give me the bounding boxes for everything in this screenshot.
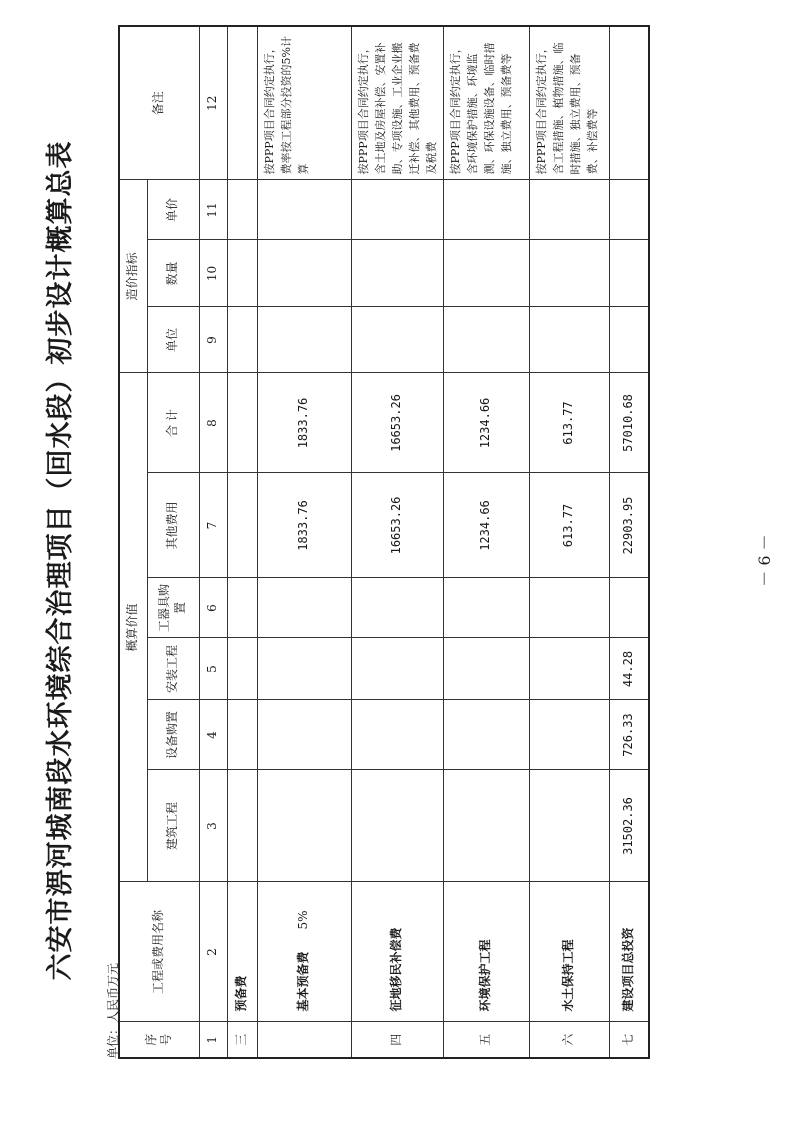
col-number: 4 <box>199 700 227 770</box>
cell-other: 16653.26 <box>351 473 443 578</box>
cell-total: 57010.68 <box>609 373 649 473</box>
cell-quantity <box>351 240 443 307</box>
cell-total: 1833.76 <box>257 373 351 473</box>
cell-construction <box>257 770 351 882</box>
cell-tools <box>443 578 529 638</box>
cell-equipment: 726.33 <box>609 700 649 770</box>
col-number: 11 <box>199 180 227 240</box>
cell-unit-price <box>351 180 443 240</box>
cell-quantity <box>609 240 649 307</box>
row-name: 预备费 <box>227 882 257 1022</box>
cell-tools <box>529 578 609 638</box>
header-total: 合 计 <box>147 373 199 473</box>
col-number: 8 <box>199 373 227 473</box>
cell-tools <box>351 578 443 638</box>
cell-total: 613.77 <box>529 373 609 473</box>
cell-equipment <box>257 700 351 770</box>
row-seq: 三 <box>227 1022 257 1058</box>
cell-construction <box>351 770 443 882</box>
header-quantity: 数量 <box>147 240 199 307</box>
cell-remark: 按PPP项目合同约定执行，含环境保护措施、环境监测、环保设施设备、临时措施、独立费用、预备费等 <box>443 26 529 180</box>
row-name: 征地移民补偿费 <box>351 882 443 1022</box>
cell-remark: 按PPP项目合同约定执行，费率按工程部分投资的5%计算 <box>257 26 351 180</box>
row-name: 基本预备费 <box>296 951 311 1012</box>
cell-other: 1234.66 <box>443 473 529 578</box>
cell-unit-price <box>443 180 529 240</box>
cell-tools <box>257 578 351 638</box>
cell-quantity <box>227 240 257 307</box>
cell-index-unit <box>351 307 443 373</box>
cell-installation: 44.28 <box>609 638 649 700</box>
cell-construction <box>443 770 529 882</box>
table-row-total <box>609 26 649 1058</box>
cell-remark <box>227 26 257 180</box>
cell-other <box>227 473 257 578</box>
cell-unit-price <box>227 180 257 240</box>
cell-index-unit <box>257 307 351 373</box>
col-number: 3 <box>199 770 227 882</box>
cell-tools <box>609 578 649 638</box>
table-row <box>257 26 351 1058</box>
col-number: 9 <box>199 307 227 373</box>
budget-summary-table <box>118 25 650 1059</box>
header-other: 其他费用 <box>147 473 199 578</box>
cell-construction <box>227 770 257 882</box>
cell-remark <box>609 26 649 180</box>
cell-index-unit <box>227 307 257 373</box>
cell-installation <box>443 638 529 700</box>
cell-remark: 按PPP项目合同约定执行，含工程措施、植物措施、临时措施、独立费用、预备费、补偿费等 <box>529 26 609 180</box>
col-number: 7 <box>199 473 227 578</box>
cell-unit-price <box>529 180 609 240</box>
header-equipment: 设备购置 <box>147 700 199 770</box>
cell-index-unit <box>609 307 649 373</box>
row-name: 环境保护工程 <box>443 882 529 1022</box>
header-tools: 工器具购置 <box>147 578 199 638</box>
header-row-1 <box>119 26 147 1058</box>
cell-unit-price <box>609 180 649 240</box>
cell-quantity <box>529 240 609 307</box>
col-number: 1 <box>199 1022 227 1058</box>
page-number: － 6 － <box>755 534 774 587</box>
cell-installation <box>227 638 257 700</box>
header-construction: 建筑工程 <box>147 770 199 882</box>
row-name: 水土保持工程 <box>529 882 609 1022</box>
cell-installation <box>351 638 443 700</box>
col-number: 5 <box>199 638 227 700</box>
col-number: 10 <box>199 240 227 307</box>
table-row <box>529 26 609 1058</box>
cell-other: 1833.76 <box>257 473 351 578</box>
col-number: 12 <box>199 26 227 180</box>
cell-equipment <box>351 700 443 770</box>
cell-construction <box>529 770 609 882</box>
row-seq <box>257 1022 351 1058</box>
cell-index-unit <box>529 307 609 373</box>
cell-equipment <box>529 700 609 770</box>
header-name: 工程或费用名称 <box>119 882 199 1022</box>
table-row <box>351 26 443 1058</box>
header-installation: 安装工程 <box>147 638 199 700</box>
cell-other: 22903.95 <box>609 473 649 578</box>
table-row <box>443 26 529 1058</box>
header-index-group: 造价指标 <box>119 180 147 373</box>
cell-unit-price <box>257 180 351 240</box>
cell-total: 1234.66 <box>443 373 529 473</box>
cell-total: 16653.26 <box>351 373 443 473</box>
page-title: 六安市淠河城南段水环境综合治理项目（回水段）初步设计概算总表 <box>45 140 76 981</box>
cell-other: 613.77 <box>529 473 609 578</box>
unit-label: 单位：人民币万元 <box>106 962 120 1059</box>
cell-installation <box>257 638 351 700</box>
table-row <box>227 26 257 1058</box>
cell-total <box>227 373 257 473</box>
header-seq: 序 号 <box>119 1022 199 1058</box>
row-name: 建设项目总投资 <box>609 882 649 1022</box>
cell-construction: 31502.36 <box>609 770 649 882</box>
col-number: 6 <box>199 578 227 638</box>
row-seq: 七 <box>609 1022 649 1058</box>
cell-tools <box>227 578 257 638</box>
cell-remark: 按PPP项目合同约定执行，含土地及房屋补偿、安置补助、专项设施、工业企业搬迁补偿、其他费用、预备费及税费 <box>351 26 443 180</box>
header-remark: 备注 <box>119 26 199 180</box>
col-number: 2 <box>199 882 227 1022</box>
column-number-row <box>199 26 227 1058</box>
cell-index-unit <box>443 307 529 373</box>
cell-quantity <box>443 240 529 307</box>
header-index-unit: 单位 <box>147 307 199 373</box>
row-name-cell <box>257 882 351 1022</box>
cell-installation <box>529 638 609 700</box>
row-seq: 四 <box>351 1022 443 1058</box>
row-seq: 五 <box>443 1022 529 1058</box>
row-seq: 六 <box>529 1022 609 1058</box>
row-rate: 5% <box>296 910 311 930</box>
header-budget-group: 概算价值 <box>119 373 147 882</box>
cell-quantity <box>257 240 351 307</box>
cell-equipment <box>227 700 257 770</box>
cell-equipment <box>443 700 529 770</box>
header-unit-price: 单价 <box>147 180 199 240</box>
